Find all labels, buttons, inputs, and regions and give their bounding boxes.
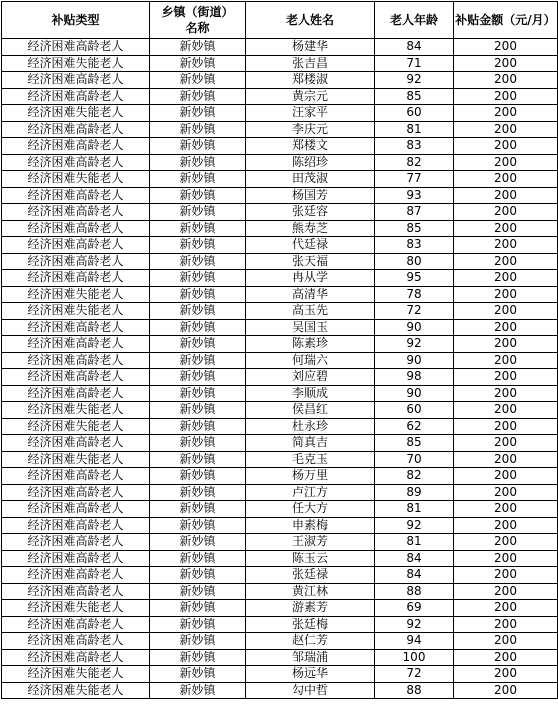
cell-subsidy-type: 经济困难高龄老人 <box>2 138 150 155</box>
cell-elder-age: 88 <box>375 583 454 600</box>
cell-town: 新妙镇 <box>150 105 246 122</box>
table-row <box>2 171 558 188</box>
cell-subsidy-type: 经济困难高龄老人 <box>2 435 150 452</box>
cell-elder-age: 72 <box>375 666 454 683</box>
cell-elder-name: 黄宗元 <box>246 88 375 105</box>
cell-town: 新妙镇 <box>150 616 246 633</box>
subsidy-table <box>1 1 558 699</box>
cell-elder-name: 代廷禄 <box>246 237 375 254</box>
table-row <box>2 567 558 584</box>
cell-town: 新妙镇 <box>150 649 246 666</box>
cell-town: 新妙镇 <box>150 303 246 320</box>
table-row <box>2 633 558 650</box>
cell-subsidy-type: 经济困难高龄老人 <box>2 517 150 534</box>
cell-subsidy-amount: 200 <box>454 187 558 204</box>
cell-town: 新妙镇 <box>150 534 246 551</box>
cell-elder-age: 81 <box>375 121 454 138</box>
cell-elder-name: 高玉先 <box>246 303 375 320</box>
cell-elder-age: 85 <box>375 88 454 105</box>
cell-subsidy-amount: 200 <box>454 468 558 485</box>
cell-subsidy-type: 经济困难失能老人 <box>2 418 150 435</box>
table-row <box>2 534 558 551</box>
cell-elder-name: 赵仁芳 <box>246 633 375 650</box>
cell-subsidy-type: 经济困难失能老人 <box>2 451 150 468</box>
cell-subsidy-type: 经济困难高龄老人 <box>2 484 150 501</box>
cell-subsidy-type: 经济困难失能老人 <box>2 171 150 188</box>
cell-town: 新妙镇 <box>150 319 246 336</box>
table-row <box>2 39 558 56</box>
cell-subsidy-amount: 200 <box>454 220 558 237</box>
cell-subsidy-type: 经济困难高龄老人 <box>2 616 150 633</box>
cell-town: 新妙镇 <box>150 55 246 72</box>
cell-elder-age: 60 <box>375 402 454 419</box>
cell-town: 新妙镇 <box>150 468 246 485</box>
cell-subsidy-type: 经济困难失能老人 <box>2 666 150 683</box>
cell-subsidy-amount: 200 <box>454 105 558 122</box>
cell-subsidy-type: 经济困难高龄老人 <box>2 633 150 650</box>
table-row <box>2 666 558 683</box>
cell-subsidy-amount: 200 <box>454 121 558 138</box>
cell-elder-name: 张廷容 <box>246 204 375 221</box>
cell-town: 新妙镇 <box>150 39 246 56</box>
cell-town: 新妙镇 <box>150 583 246 600</box>
cell-elder-age: 83 <box>375 237 454 254</box>
cell-elder-name: 李庆元 <box>246 121 375 138</box>
cell-elder-name: 杨建华 <box>246 39 375 56</box>
cell-subsidy-type: 经济困难高龄老人 <box>2 534 150 551</box>
cell-subsidy-type: 经济困难高龄老人 <box>2 352 150 369</box>
cell-elder-name: 陈素珍 <box>246 336 375 353</box>
cell-subsidy-type: 经济困难高龄老人 <box>2 270 150 287</box>
cell-subsidy-amount: 200 <box>454 154 558 171</box>
cell-subsidy-amount: 200 <box>454 583 558 600</box>
cell-elder-age: 100 <box>375 649 454 666</box>
cell-subsidy-amount: 200 <box>454 385 558 402</box>
cell-subsidy-type: 经济困难高龄老人 <box>2 649 150 666</box>
cell-elder-name: 何瑞六 <box>246 352 375 369</box>
cell-subsidy-amount: 200 <box>454 352 558 369</box>
cell-town: 新妙镇 <box>150 418 246 435</box>
table-row <box>2 187 558 204</box>
cell-subsidy-amount: 200 <box>454 72 558 89</box>
cell-town: 新妙镇 <box>150 237 246 254</box>
cell-elder-age: 90 <box>375 319 454 336</box>
cell-elder-name: 高清华 <box>246 286 375 303</box>
cell-elder-age: 83 <box>375 138 454 155</box>
cell-elder-name: 杜永珍 <box>246 418 375 435</box>
cell-subsidy-amount: 200 <box>454 600 558 617</box>
cell-subsidy-amount: 200 <box>454 286 558 303</box>
cell-elder-age: 98 <box>375 369 454 386</box>
cell-elder-name: 汪家平 <box>246 105 375 122</box>
cell-subsidy-type: 经济困难失能老人 <box>2 55 150 72</box>
cell-elder-age: 60 <box>375 105 454 122</box>
cell-subsidy-amount: 200 <box>454 666 558 683</box>
cell-subsidy-amount: 200 <box>454 171 558 188</box>
cell-elder-name: 郑楼文 <box>246 138 375 155</box>
cell-subsidy-amount: 200 <box>454 270 558 287</box>
cell-subsidy-type: 经济困难高龄老人 <box>2 583 150 600</box>
table-row <box>2 501 558 518</box>
cell-subsidy-amount: 200 <box>454 237 558 254</box>
cell-subsidy-type: 经济困难高龄老人 <box>2 501 150 518</box>
cell-town: 新妙镇 <box>150 600 246 617</box>
table-row <box>2 286 558 303</box>
cell-elder-name: 陈玉云 <box>246 550 375 567</box>
cell-town: 新妙镇 <box>150 88 246 105</box>
table-row <box>2 138 558 155</box>
cell-elder-age: 77 <box>375 171 454 188</box>
cell-subsidy-type: 经济困难高龄老人 <box>2 72 150 89</box>
cell-elder-age: 95 <box>375 270 454 287</box>
table-row <box>2 336 558 353</box>
cell-subsidy-type: 经济困难高龄老人 <box>2 187 150 204</box>
cell-elder-age: 71 <box>375 55 454 72</box>
cell-subsidy-amount: 200 <box>454 567 558 584</box>
cell-subsidy-type: 经济困难高龄老人 <box>2 369 150 386</box>
cell-subsidy-amount: 200 <box>454 138 558 155</box>
cell-subsidy-amount: 200 <box>454 484 558 501</box>
header-town <box>150 2 246 39</box>
cell-elder-name: 冉从学 <box>246 270 375 287</box>
cell-town: 新妙镇 <box>150 451 246 468</box>
header-elder-name: 老人姓名 <box>246 2 375 39</box>
table-row <box>2 88 558 105</box>
table-row <box>2 600 558 617</box>
header-row <box>2 2 558 39</box>
cell-subsidy-type: 经济困难失能老人 <box>2 105 150 122</box>
cell-elder-age: 72 <box>375 303 454 320</box>
cell-elder-age: 92 <box>375 517 454 534</box>
cell-subsidy-type: 经济困难高龄老人 <box>2 204 150 221</box>
table-row <box>2 55 558 72</box>
table-body <box>2 39 558 699</box>
cell-subsidy-type: 经济困难高龄老人 <box>2 385 150 402</box>
cell-elder-name: 侯昌红 <box>246 402 375 419</box>
cell-subsidy-amount: 200 <box>454 336 558 353</box>
cell-subsidy-amount: 200 <box>454 451 558 468</box>
cell-subsidy-type: 经济困难高龄老人 <box>2 319 150 336</box>
table-row <box>2 468 558 485</box>
cell-town: 新妙镇 <box>150 567 246 584</box>
cell-subsidy-amount: 200 <box>454 435 558 452</box>
cell-elder-name: 杨远华 <box>246 666 375 683</box>
header-subsidy-amount: 补贴金额（元/月） <box>454 2 558 39</box>
table-row <box>2 517 558 534</box>
cell-elder-age: 62 <box>375 418 454 435</box>
table-row <box>2 105 558 122</box>
table-row <box>2 484 558 501</box>
cell-town: 新妙镇 <box>150 138 246 155</box>
table-row <box>2 649 558 666</box>
cell-town: 新妙镇 <box>150 666 246 683</box>
cell-town: 新妙镇 <box>150 220 246 237</box>
table-row <box>2 220 558 237</box>
table-header <box>2 2 558 39</box>
cell-elder-name: 王淑芳 <box>246 534 375 551</box>
table-row <box>2 385 558 402</box>
cell-subsidy-amount: 200 <box>454 550 558 567</box>
cell-town: 新妙镇 <box>150 204 246 221</box>
cell-elder-name: 郑楼淑 <box>246 72 375 89</box>
table-row <box>2 204 558 221</box>
cell-elder-age: 87 <box>375 204 454 221</box>
cell-town: 新妙镇 <box>150 633 246 650</box>
table-row <box>2 418 558 435</box>
cell-subsidy-amount: 200 <box>454 402 558 419</box>
cell-elder-age: 90 <box>375 385 454 402</box>
cell-elder-age: 82 <box>375 468 454 485</box>
cell-town: 新妙镇 <box>150 72 246 89</box>
cell-elder-name: 田茂淑 <box>246 171 375 188</box>
cell-elder-age: 70 <box>375 451 454 468</box>
cell-subsidy-amount: 200 <box>454 501 558 518</box>
cell-elder-name: 刘应碧 <box>246 369 375 386</box>
cell-elder-name: 吴国玉 <box>246 319 375 336</box>
cell-elder-age: 92 <box>375 72 454 89</box>
cell-elder-age: 90 <box>375 352 454 369</box>
cell-elder-name: 简真吉 <box>246 435 375 452</box>
table-row <box>2 583 558 600</box>
cell-elder-name: 杨万里 <box>246 468 375 485</box>
table-row <box>2 616 558 633</box>
header-town-line2: 名称 <box>185 21 210 35</box>
cell-town: 新妙镇 <box>150 352 246 369</box>
table-row <box>2 550 558 567</box>
cell-subsidy-amount: 200 <box>454 319 558 336</box>
cell-town: 新妙镇 <box>150 550 246 567</box>
cell-elder-name: 卢江方 <box>246 484 375 501</box>
cell-subsidy-amount: 200 <box>454 517 558 534</box>
cell-elder-age: 84 <box>375 567 454 584</box>
cell-elder-age: 81 <box>375 534 454 551</box>
cell-elder-name: 任大方 <box>246 501 375 518</box>
cell-subsidy-type: 经济困难失能老人 <box>2 682 150 699</box>
cell-town: 新妙镇 <box>150 154 246 171</box>
cell-elder-age: 81 <box>375 501 454 518</box>
table-row <box>2 270 558 287</box>
cell-subsidy-type: 经济困难高龄老人 <box>2 88 150 105</box>
cell-elder-name: 熊寿芝 <box>246 220 375 237</box>
table-row <box>2 352 558 369</box>
cell-elder-age: 85 <box>375 435 454 452</box>
cell-subsidy-type: 经济困难高龄老人 <box>2 336 150 353</box>
table-row <box>2 319 558 336</box>
cell-elder-age: 78 <box>375 286 454 303</box>
cell-elder-name: 杨国芳 <box>246 187 375 204</box>
cell-elder-age: 92 <box>375 336 454 353</box>
cell-town: 新妙镇 <box>150 270 246 287</box>
table-row <box>2 369 558 386</box>
table-row <box>2 121 558 138</box>
cell-subsidy-type: 经济困难高龄老人 <box>2 220 150 237</box>
cell-subsidy-type: 经济困难高龄老人 <box>2 550 150 567</box>
cell-town: 新妙镇 <box>150 484 246 501</box>
cell-subsidy-type: 经济困难高龄老人 <box>2 39 150 56</box>
cell-subsidy-amount: 200 <box>454 418 558 435</box>
cell-subsidy-amount: 200 <box>454 39 558 56</box>
cell-town: 新妙镇 <box>150 121 246 138</box>
cell-elder-age: 88 <box>375 682 454 699</box>
cell-elder-name: 李顺成 <box>246 385 375 402</box>
table-row <box>2 72 558 89</box>
cell-subsidy-type: 经济困难高龄老人 <box>2 253 150 270</box>
cell-subsidy-amount: 200 <box>454 534 558 551</box>
cell-subsidy-type: 经济困难失能老人 <box>2 402 150 419</box>
cell-subsidy-amount: 200 <box>454 55 558 72</box>
cell-town: 新妙镇 <box>150 369 246 386</box>
cell-subsidy-type: 经济困难失能老人 <box>2 600 150 617</box>
cell-town: 新妙镇 <box>150 253 246 270</box>
header-elder-age: 老人年龄 <box>375 2 454 39</box>
cell-town: 新妙镇 <box>150 402 246 419</box>
cell-elder-age: 89 <box>375 484 454 501</box>
cell-subsidy-type: 经济困难高龄老人 <box>2 468 150 485</box>
cell-subsidy-amount: 200 <box>454 649 558 666</box>
cell-elder-age: 80 <box>375 253 454 270</box>
cell-subsidy-amount: 200 <box>454 682 558 699</box>
cell-subsidy-amount: 200 <box>454 253 558 270</box>
cell-elder-name: 毛克玉 <box>246 451 375 468</box>
cell-elder-name: 张廷梅 <box>246 616 375 633</box>
cell-elder-age: 92 <box>375 616 454 633</box>
cell-town: 新妙镇 <box>150 286 246 303</box>
cell-subsidy-amount: 200 <box>454 616 558 633</box>
table-row <box>2 237 558 254</box>
cell-town: 新妙镇 <box>150 336 246 353</box>
cell-elder-name: 张天福 <box>246 253 375 270</box>
cell-town: 新妙镇 <box>150 385 246 402</box>
cell-town: 新妙镇 <box>150 517 246 534</box>
cell-subsidy-amount: 200 <box>454 204 558 221</box>
table-row <box>2 435 558 452</box>
cell-town: 新妙镇 <box>150 187 246 204</box>
table-row <box>2 682 558 699</box>
table-row <box>2 402 558 419</box>
cell-elder-age: 93 <box>375 187 454 204</box>
header-subsidy-type: 补贴类型 <box>2 2 150 39</box>
cell-town: 新妙镇 <box>150 501 246 518</box>
cell-elder-name: 黄江林 <box>246 583 375 600</box>
cell-elder-name: 张廷禄 <box>246 567 375 584</box>
cell-elder-name: 申素梅 <box>246 517 375 534</box>
cell-town: 新妙镇 <box>150 171 246 188</box>
cell-elder-age: 85 <box>375 220 454 237</box>
cell-subsidy-type: 经济困难高龄老人 <box>2 154 150 171</box>
cell-subsidy-amount: 200 <box>454 303 558 320</box>
cell-elder-age: 84 <box>375 39 454 56</box>
cell-town: 新妙镇 <box>150 435 246 452</box>
cell-subsidy-type: 经济困难高龄老人 <box>2 121 150 138</box>
table-row <box>2 253 558 270</box>
cell-elder-name: 勾中哲 <box>246 682 375 699</box>
cell-town: 新妙镇 <box>150 682 246 699</box>
cell-subsidy-amount: 200 <box>454 633 558 650</box>
cell-elder-age: 69 <box>375 600 454 617</box>
table-row <box>2 154 558 171</box>
header-town-line1: 乡镇（街道） <box>161 5 234 19</box>
table-row <box>2 303 558 320</box>
cell-elder-name: 游素芳 <box>246 600 375 617</box>
cell-subsidy-type: 经济困难高龄老人 <box>2 567 150 584</box>
cell-elder-age: 94 <box>375 633 454 650</box>
cell-subsidy-type: 经济困难失能老人 <box>2 286 150 303</box>
cell-elder-age: 82 <box>375 154 454 171</box>
cell-subsidy-amount: 200 <box>454 369 558 386</box>
table-row <box>2 451 558 468</box>
cell-elder-age: 84 <box>375 550 454 567</box>
cell-elder-name: 张吉昌 <box>246 55 375 72</box>
cell-subsidy-amount: 200 <box>454 88 558 105</box>
cell-elder-name: 陈绍珍 <box>246 154 375 171</box>
cell-subsidy-type: 经济困难高龄老人 <box>2 237 150 254</box>
cell-subsidy-type: 经济困难失能老人 <box>2 303 150 320</box>
cell-elder-name: 邹瑞浦 <box>246 649 375 666</box>
